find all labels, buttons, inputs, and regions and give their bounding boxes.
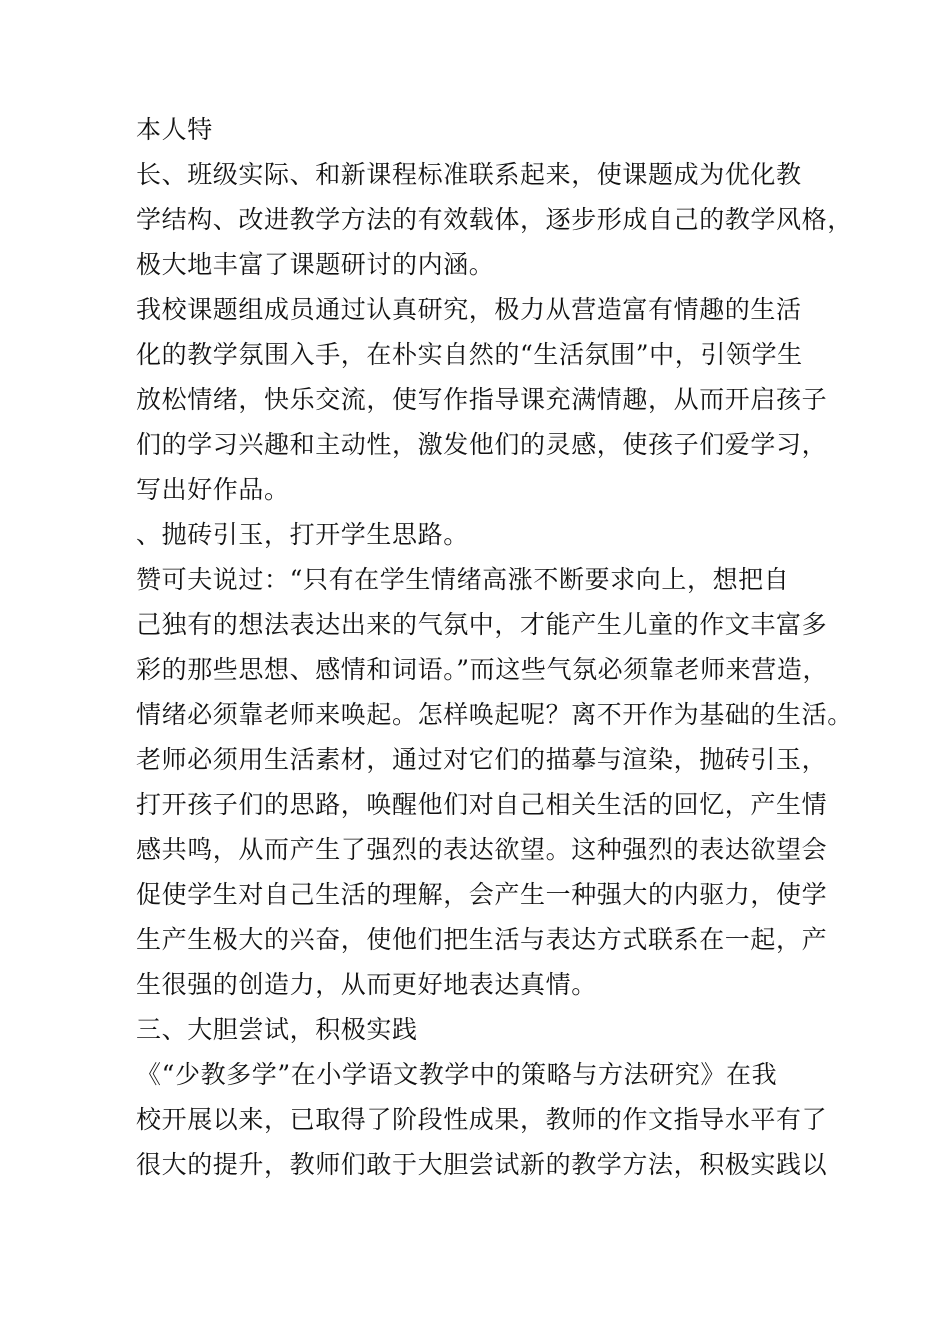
section-heading: 、抛砖引玉，打开学生思路。 bbox=[136, 520, 469, 549]
text-line: 情绪必须靠老师来唤起。怎样唤起呢？离不开作为基础的生活。 bbox=[136, 700, 853, 729]
text-line: 感共鸣，从而产生了强烈的表达欲望。这种强烈的表达欲望会 bbox=[136, 835, 828, 864]
text-line: 我校课题组成员通过认真研究，极力从营造富有情趣的生活 bbox=[136, 295, 802, 324]
text-line: 极大地丰富了课题研讨的内涵。 bbox=[136, 250, 495, 279]
text-line: 化的教学氛围入手，在朴实自然的“生活氛围”中，引领学生 bbox=[136, 340, 803, 369]
text-line: 己独有的想法表达出来的气氛中，才能产生儿童的作文丰富多 bbox=[136, 610, 828, 639]
text-line: 《“少教多学”在小学语文教学中的策略与方法研究》在我 bbox=[136, 1060, 778, 1089]
section-heading: 三、大胆尝试，积极实践 bbox=[136, 1015, 418, 1044]
text-line: 很大的提升，教师们敢于大胆尝试新的教学方法，积极实践以 bbox=[136, 1150, 828, 1179]
text-line: 长、班级实际、和新课程标准联系起来，使课题成为优化教 bbox=[136, 160, 802, 189]
text-line: 放松情绪，快乐交流，使写作指导课充满情趣，从而开启孩子 bbox=[136, 385, 828, 414]
text-line: 促使学生对自己生活的理解，会产生一种强大的内驱力，使学 bbox=[136, 880, 828, 909]
text-line: 生产生极大的兴奋，使他们把生活与表达方式联系在一起，产 bbox=[136, 925, 828, 954]
text-line: 写出好作品。 bbox=[136, 475, 290, 504]
text-line: 老师必须用生活素材，通过对它们的描摹与渲染，抛砖引玉， bbox=[136, 745, 828, 774]
text-line: 学结构、改进教学方法的有效载体，逐步形成自己的教学风格， bbox=[136, 205, 853, 234]
text-line: 打开孩子们的思路，唤醒他们对自己相关生活的回忆，产生情 bbox=[136, 790, 828, 819]
text-line: 彩的那些思想、感情和词语。”而这些气氛必须靠老师来营造， bbox=[136, 655, 829, 684]
text-line: 校开展以来，已取得了阶段性成果，教师的作文指导水平有了 bbox=[136, 1105, 828, 1134]
text-line: 生很强的创造力，从而更好地表达真情。 bbox=[136, 970, 597, 999]
text-line: 本人特 bbox=[136, 115, 213, 144]
text-line: 赞可夫说过：“只有在学生情绪高涨不断要求向上，想把自 bbox=[136, 565, 790, 594]
text-line: 们的学习兴趣和主动性，激发他们的灵感，使孩子们爱学习， bbox=[136, 430, 828, 459]
